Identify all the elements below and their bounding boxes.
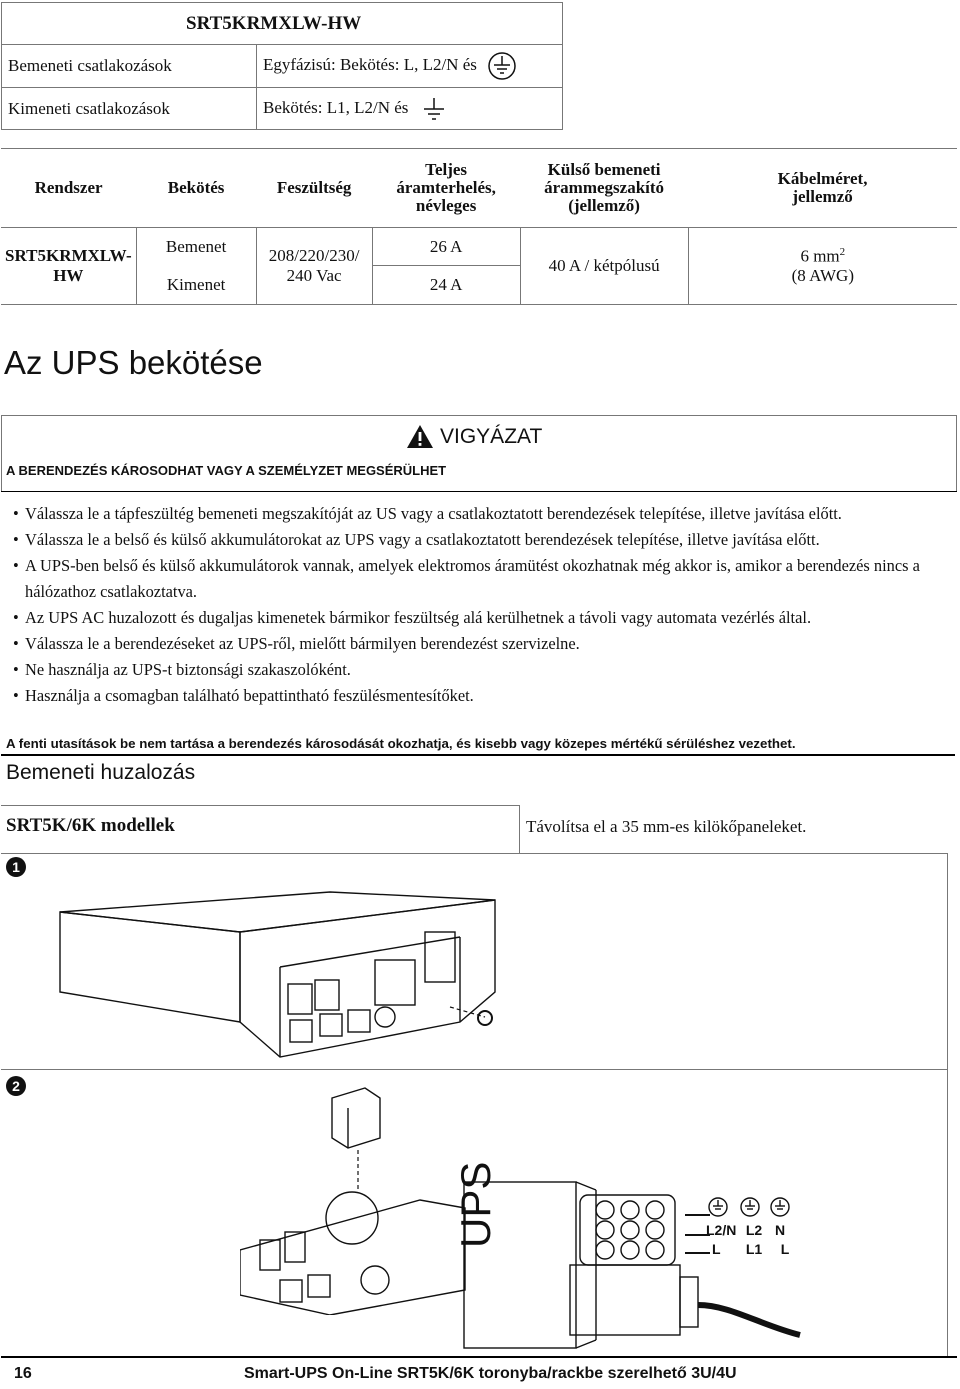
header-connection: Bekötés (136, 149, 256, 228)
section-title: Az UPS bekötése (4, 344, 263, 381)
step-2-ups-rear-diagram (240, 1080, 470, 1315)
footer-doc-title: Smart-UPS On-Line SRT5K/6K toronyba/rackbe szerelhető 3U/4U (244, 1365, 737, 1382)
list-item: • Válassza le a belső és külső akkumulátorokat az UPS vagy a csatlakoztatott berendezések telepítése, illetve javítása előtt. (3, 527, 953, 553)
voltage-cell: 208/220/230/ 240 Vac (256, 228, 372, 305)
header-full-load-current: Teljes áramterhelés, névleges (372, 149, 520, 228)
step-1-ups-rear-diagram (30, 872, 550, 1072)
terminal-labels-bottom: L L1 L (712, 1241, 790, 1257)
header-breaker: Külső bemeneti árammegszakító (jellemző) (520, 149, 688, 228)
model-heading: SRT5K/6K modellek (6, 815, 175, 836)
warning-heading: VIGYÁZAT (406, 424, 542, 449)
connection-input: Bemenet (136, 228, 256, 266)
terminal-ground-icons (708, 1196, 792, 1218)
list-item: • Használja a csomagban található bepattintható feszülésmentesítőket. (3, 683, 953, 709)
output-connections-label: Kimeneti csatlakozások (2, 88, 257, 130)
page-number: 16 (14, 1365, 32, 1382)
ups-label: UPS (452, 1161, 499, 1248)
step-2-badge: 2 (6, 1076, 26, 1096)
warning-list (3, 501, 953, 709)
subsection-title: Bemeneti huzalozás (6, 761, 196, 784)
current-input: 26 A (372, 228, 520, 266)
breaker-rating: 40 A / kétpólusú (520, 228, 688, 305)
header-voltage: Feszültség (256, 149, 372, 228)
warning-subtitle: A BERENDEZÉS KÁROSODHAT VAGY A SZEMÉLYZET MEGSÉRÜLHET (6, 463, 447, 478)
list-item: • Ne használja az UPS-t biztonsági szakaszolóként. (3, 657, 953, 683)
output-connections-value: Bekötés: L1, L2/N és (257, 88, 563, 130)
warning-triangle-icon (406, 424, 434, 449)
list-item: • Válassza le a berendezéseket az UPS-ről, mielőtt bármilyen berendezést szervizelne. (3, 631, 953, 657)
cable-size: 6 $mm^2$ (8 AWG) (688, 228, 957, 305)
header-cable-size: Kábelméret, jellemző (688, 149, 957, 228)
footer-rule (1, 1356, 957, 1358)
input-connections-value: Egyfázisú: Bekötés: L, L2/N és (257, 45, 563, 88)
table-title: SRT5KRMXLW-HW (2, 3, 563, 45)
input-connections-label: Bemeneti csatlakozások (2, 45, 257, 88)
ground-icon (419, 96, 449, 122)
warning-footer: A fenti utasítások be nem tartása a berendezés károsodását okozhatja, és kisebb vagy közepes mértékű sérüléshez vezethet. (6, 736, 796, 751)
step-1-badge: 1 (6, 857, 26, 877)
list-item: • Az UPS AC huzalozott és dugaljas kimenetek bármikor feszültség alá kerülhetnek a távoli vagy automata vezérlés által. (3, 605, 953, 631)
instruction-text: Távolítsa el a 35 mm-es kilökőpaneleket. (526, 817, 807, 836)
ground-circle-icon (487, 51, 517, 81)
warning-divider (1, 491, 957, 492)
connection-output: Kimenet (136, 266, 256, 305)
wiring-spec-table (1, 148, 957, 305)
list-item: • A UPS-ben belső és külső akkumulátorok vannak, amelyek elektromos áramütést okozhatnak még akkor is, amikor a berendezés nincs a hálózathoz csatlakoztatva. (3, 553, 953, 605)
current-output: 24 A (372, 266, 520, 305)
system-model: SRT5KRMXLW-HW (1, 228, 136, 305)
list-item: • Válassza le a tápfeszültég bemeneti megszakítóját az US vagy a csatlakoztatott berendezések telepítése, illetve javítása előtt. (3, 501, 953, 527)
warning-bottom-rule (1, 754, 955, 756)
input-output-connections-table (1, 2, 563, 130)
terminal-labels-top: L2/N L2 N (706, 1222, 786, 1238)
header-system: Rendszer (1, 149, 136, 228)
